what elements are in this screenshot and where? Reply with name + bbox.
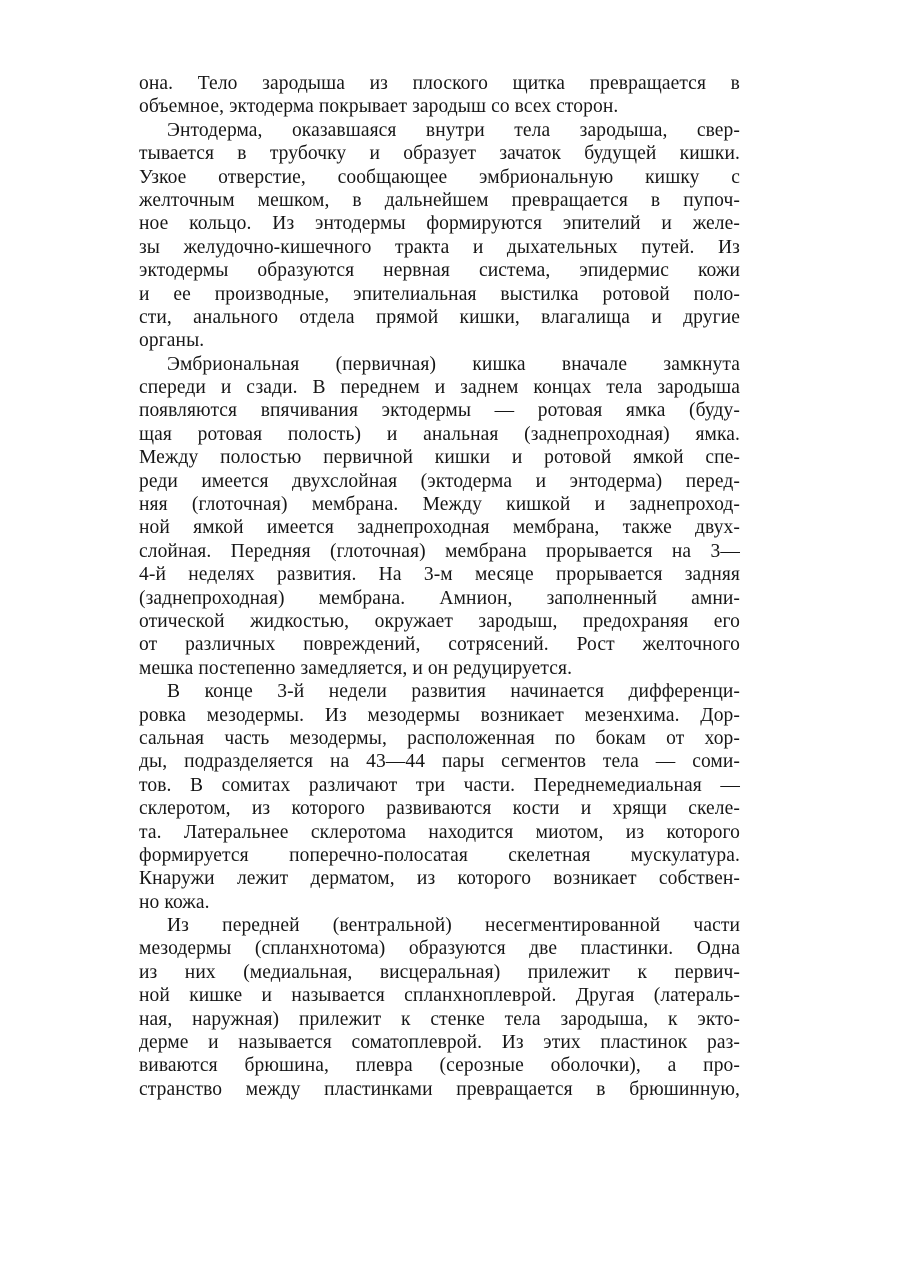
text-line: (заднепроходная) мембрана. Амнион, заполненный амни-	[139, 587, 740, 609]
text-line: сальная часть мезодермы, расположенная по бокам от хор-	[139, 727, 740, 749]
text-line: тов. В сомитах различают три части. Переднемедиальная —	[139, 774, 740, 796]
text-line: слойная. Передняя (глоточная) мембрана прорывается на 3—	[139, 540, 740, 562]
text-line: но кожа.	[139, 891, 210, 913]
text-line: органы.	[139, 330, 205, 352]
text-line: зы желудочно-кишечного тракта и дыхательных путей. Из	[139, 236, 740, 258]
text-line: спереди и сзади. В переднем и заднем концах тела зародыша	[139, 377, 740, 399]
text-line: ной кишке и называется спланхноплеврой. Другая (латераль-	[139, 985, 740, 1007]
text-line: склеротом, из которого развиваются кости и хрящи скеле-	[139, 798, 740, 820]
text-line: странство между пластинками превращается в брюшинную,	[139, 1078, 740, 1100]
text-line: ная, наружная) прилежит к стенке тела зародыша, к экто-	[139, 1008, 740, 1030]
text-line: Эмбриональная (первичная) кишка вначале замкнута	[167, 353, 740, 375]
text-block	[139, 72, 740, 1101]
text-line: от различных повреждений, сотрясений. Рост желточного	[139, 634, 740, 656]
text-line: и ее производные, эпителиальная выстилка ротовой поло-	[139, 283, 740, 305]
text-line: няя (глоточная) мембрана. Между кишкой и заднепроход-	[139, 494, 740, 516]
text-line: она. Тело зародыша из плоского щитка превращается в	[139, 73, 740, 94]
text-line: реди имеется двухслойная (эктодерма и энтодерма) перед-	[139, 470, 740, 492]
paragraph	[139, 914, 740, 1101]
text-line: Кнаружи лежит дерматом, из которого возникает собствен-	[139, 868, 740, 890]
text-line: виваются брюшина, плевра (серозные оболочки), а про-	[139, 1055, 740, 1077]
text-line: ной ямкой имеется заднепроходная мембрана, также двух-	[139, 517, 740, 539]
text-line: сти, анального отдела прямой кишки, влагалища и другие	[139, 306, 740, 328]
text-line: 4-й неделях развития. На 3-м месяце прорывается задняя	[139, 564, 740, 586]
paragraph	[139, 119, 740, 353]
text-line: Энтодерма, оказавшаяся внутри тела зародыша, свер-	[167, 119, 740, 141]
text-line: из них (медиальная, висцеральная) прилежит к первич-	[139, 961, 740, 983]
text-line: тывается в трубочку и образует зачаток будущей кишки.	[139, 143, 740, 165]
text-line: дерме и называется соматоплеврой. Из этих пластинок раз-	[139, 1032, 740, 1054]
text-line: объемное, эктодерма покрывает зародыш со всех сторон.	[139, 96, 619, 118]
text-line: желточным мешком, в дальнейшем превращается в пупоч-	[139, 189, 740, 211]
text-line: эктодермы образуются нервная система, эпидермис кожи	[139, 260, 740, 282]
paragraph	[139, 353, 740, 680]
text-line: появляются впячивания эктодермы — ротовая ямка (буду-	[139, 400, 740, 422]
text-line: ровка мезодермы. Из мезодермы возникает мезенхима. Дор-	[139, 704, 740, 726]
paragraph	[139, 72, 740, 119]
text-line: та. Латеральнее склеротома находится миотом, из которого	[139, 821, 740, 843]
text-line: ное кольцо. Из энтодермы формируются эпителий и желе-	[139, 213, 740, 235]
text-line: Между полостью первичной кишки и ротовой ямкой спе-	[139, 447, 740, 469]
text-line: отической жидкостью, окружает зародыш, предохраняя его	[139, 610, 740, 632]
paragraph	[139, 680, 740, 914]
text-line: В конце 3-й недели развития начинается дифференци-	[167, 681, 740, 703]
text-line: ды, подразделяется на 43—44 пары сегментов тела — соми-	[139, 751, 740, 773]
text-line: мешка постепенно замедляется, и он редуцируется.	[139, 657, 573, 679]
text-line: Узкое отверстие, сообщающее эмбриональную кишку с	[139, 166, 740, 188]
text-line: Из передней (вентральной) несегментированной части	[167, 915, 740, 937]
text-line: мезодермы (спланхнотома) образуются две пластинки. Одна	[139, 938, 740, 960]
text-line: щая ротовая полость) и анальная (заднепроходная) ямка.	[139, 423, 740, 445]
text-line: формируется поперечно-полосатая скелетная мускулатура.	[139, 844, 740, 866]
